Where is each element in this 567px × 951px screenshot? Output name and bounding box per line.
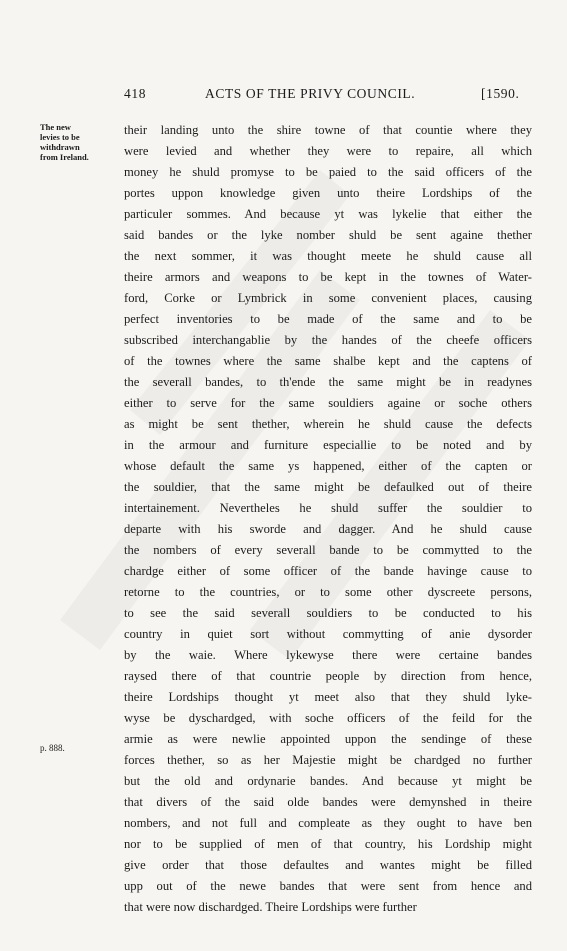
text-line: to see the said severall souldiers to be conducted to his: [124, 606, 532, 620]
text-line: particuler sommes. And because yt was lykelie that either the: [124, 207, 532, 221]
text-line: as might be sent thether, wherein he shuld cause the defects: [124, 417, 532, 431]
text-line: theire armors and weapons to be kept in the townes of Water-: [124, 270, 532, 284]
text-line: whose default the same ys happened, either of the capten or: [124, 459, 532, 473]
running-title: ACTS OF THE PRIVY COUNCIL.: [205, 86, 416, 101]
margin-page-reference: p. 888.: [40, 743, 65, 753]
text-line: perfect inventories to be made of the same and to be: [124, 312, 532, 326]
text-line: the severall bandes, to th'ende the same might be in readynes: [124, 375, 532, 389]
text-line: money he shuld promyse to be paied to the said officers of the: [124, 165, 532, 179]
text-line: retorne to the countries, or to some other dyscreete persons,: [124, 585, 532, 599]
text-line: armie as were newlie appointed uppon the sendinge of these: [124, 732, 532, 746]
margin-note-line: from Ireland.: [40, 152, 89, 162]
text-line: intertainement. Nevertheles he shuld suffer the souldier to: [124, 501, 532, 515]
margin-note-line: levies to be: [40, 132, 80, 142]
text-line: but the old and ordynarie bandes. And because yt might be: [124, 774, 532, 788]
text-line: forces thether, so as her Majestie might be chardged no further: [124, 753, 532, 767]
year-marker: [1590.: [481, 86, 520, 101]
text-line: of the townes where the same shalbe kept and the captens of: [124, 354, 532, 368]
text-line: were levied and whether they were to repaire, all which: [124, 144, 532, 158]
text-line: give order that those defaultes and wantes might be filled: [124, 858, 532, 872]
text-line: their landing unto the shire towne of that countie where they: [124, 123, 532, 137]
text-line: either to serve for the same souldiers againe or soche others: [124, 396, 532, 410]
margin-note-line: The new: [40, 122, 71, 132]
text-line: nor to be supplied of men of that country, his Lordship might: [124, 837, 532, 851]
text-line: ford, Corke or Lymbrick in some convenient places, causing: [124, 291, 532, 305]
text-line: chardge either of some officer of the bande havinge cause to: [124, 564, 532, 578]
page-header: [0, 86, 567, 108]
text-line: wyse be dyschardged, with soche officers of the feild for the: [124, 711, 532, 725]
text-line: nombers, and not full and compleate as they ought to have ben: [124, 816, 532, 830]
text-line: in the armour and furniture especiallie to be noted and by: [124, 438, 532, 452]
text-line: the nombers of every severall bande to be commytted to the: [124, 543, 532, 557]
text-line: the next sommer, it was thought meete he shuld cause all: [124, 249, 532, 263]
text-line: country in quiet sort without commytting of anie dysorder: [124, 627, 532, 641]
body-text: [124, 120, 532, 918]
text-line: that were now dischardged. Theire Lordships were further: [124, 900, 417, 914]
text-line: the souldier, that the same might be defaulked out of theire: [124, 480, 532, 494]
page-number: 418: [124, 86, 147, 101]
text-line: that divers of the said olde bandes were demynshed in theire: [124, 795, 532, 809]
text-line: upp out of the newe bandes that were sent from hence and: [124, 879, 532, 893]
margin-note-line: withdrawn: [40, 142, 80, 152]
text-line: subscribed interchangablie by the handes of the cheefe officers: [124, 333, 532, 347]
margin-note: [40, 122, 120, 162]
text-line: departe with his sworde and dagger. And he shuld cause: [124, 522, 532, 536]
text-line: by the waie. Where lykewyse there were certaine bandes: [124, 648, 532, 662]
text-line: theire Lordships thought yt meet also that they shuld lyke-: [124, 690, 532, 704]
text-line: portes uppon knowledge given unto theire Lordships of the: [124, 186, 532, 200]
text-line: said bandes or the lyke nomber shuld be sent againe thether: [124, 228, 532, 242]
text-line: raysed there of that countrie people by direction from hence,: [124, 669, 532, 683]
